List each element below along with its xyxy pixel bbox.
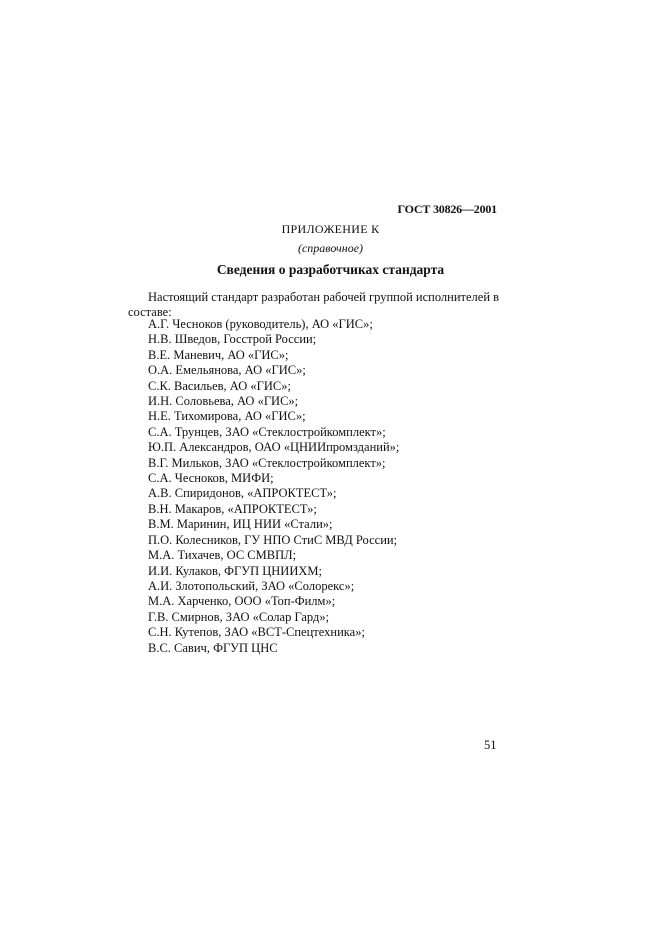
developer-item: С.А. Чесноков, МИФИ; (148, 471, 274, 486)
developer-item: А.И. Злотопольский, ЗАО «Солорекс»; (148, 578, 355, 593)
developer-item: В.С. Савич, ФГУП ЦНС (148, 640, 278, 655)
developer-item: Ю.П. Александров, ОАО «ЦНИИпромзданий»; (148, 440, 400, 455)
developer-item: М.А. Тихачев, ОС СМВПЛ; (148, 548, 297, 563)
developer-item: Г.В. Смирнов, ЗАО «Солар Гард»; (148, 609, 330, 624)
developer-item: Н.В. Шведов, Госстрой России; (148, 332, 317, 347)
developer-item: А.В. Спиридонов, «АПРОКТЕСТ»; (148, 486, 337, 501)
appendix-title: ПРИЛОЖЕНИЕ К (281, 222, 380, 236)
standard-code-header: ГОСТ 30826—2001 (397, 202, 497, 216)
developer-item: С.Н. Кутепов, ЗАО «ВСТ-Спецтехника»; (148, 625, 365, 640)
developer-item: В.Н. Макаров, «АПРОКТЕСТ»; (148, 501, 317, 516)
developer-item: А.Г. Чесноков (руководитель), АО «ГИС»; (148, 317, 373, 331)
developer-item: П.О. Колесников, ГУ НПО СтиС МВД России; (148, 532, 398, 547)
intro-paragraph: Настоящий стандарт разработан рабочей группой исполнителей в составе: (128, 290, 500, 319)
developer-item: В.М. Маринин, ИЦ НИИ «Стали»; (148, 517, 333, 532)
developer-item: С.К. Васильев, АО «ГИС»; (148, 378, 291, 393)
developer-item: В.Г. Мильков, ЗАО «Стеклостройкомплект»; (148, 455, 386, 470)
section-heading: Сведения о разработчиках стандарта (216, 262, 445, 277)
appendix-type: (справочное) (297, 241, 364, 255)
developer-item: О.А. Емельянова, АО «ГИС»; (148, 363, 306, 378)
developer-item: М.А. Харченко, ООО «Топ-Филм»; (148, 594, 336, 609)
developer-item: Н.Е. Тихомирова, АО «ГИС»; (148, 409, 306, 424)
developer-item: И.И. Кулаков, ФГУП ЦНИИХМ; (148, 563, 322, 578)
developer-item: С.А. Трунцев, ЗАО «Стеклостройкомплект»; (148, 424, 386, 439)
developers-list (148, 317, 399, 656)
page-number: 51 (484, 738, 497, 752)
developer-item: И.Н. Соловьева, АО «ГИС»; (148, 394, 299, 409)
developer-item: В.Е. Маневич, АО «ГИС»; (148, 347, 289, 362)
